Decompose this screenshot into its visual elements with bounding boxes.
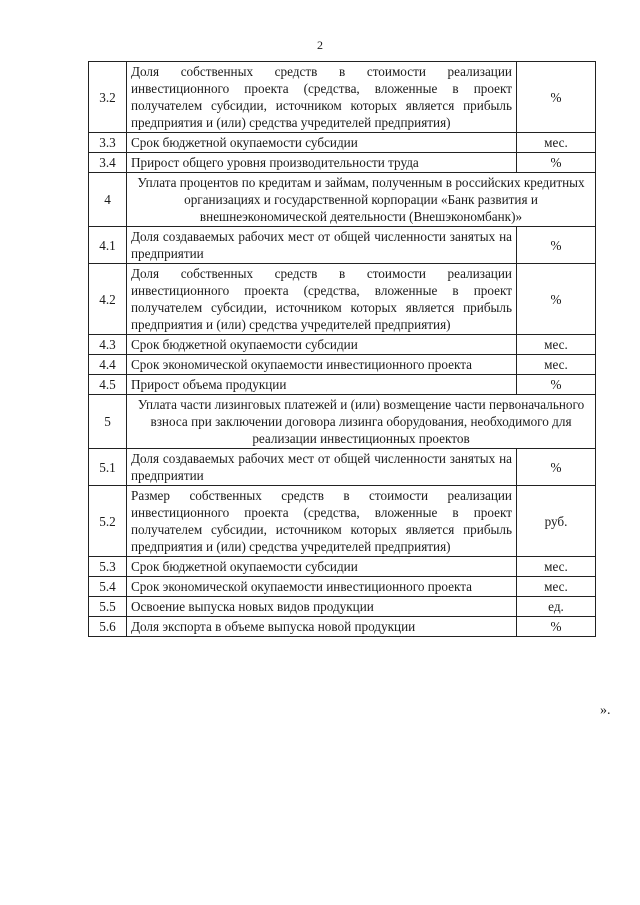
closing-quote-mark: ». <box>600 703 611 718</box>
table-row <box>89 335 596 355</box>
indicator-name-cell: Прирост объема продукции <box>127 375 517 395</box>
unit-cell: мес. <box>517 577 596 597</box>
row-number-cell: 5.3 <box>89 557 127 577</box>
unit-cell: % <box>517 264 596 335</box>
unit-cell: % <box>517 449 596 486</box>
section-heading-row <box>89 395 596 449</box>
unit-cell: мес. <box>517 355 596 375</box>
unit-cell: % <box>517 62 596 133</box>
unit-cell: мес. <box>517 557 596 577</box>
row-number-cell: 4.4 <box>89 355 127 375</box>
row-number-cell: 5.4 <box>89 577 127 597</box>
indicator-name-cell: Срок экономической окупаемости инвестиционного проекта <box>127 355 517 375</box>
row-number-cell: 3.2 <box>89 62 127 133</box>
table-row <box>89 486 596 557</box>
indicator-name-cell: Прирост общего уровня производительности труда <box>127 153 517 173</box>
indicator-name-cell: Освоение выпуска новых видов продукции <box>127 597 517 617</box>
table-body <box>89 62 596 637</box>
table-row <box>89 355 596 375</box>
indicator-name-cell: Доля экспорта в объеме выпуска новой продукции <box>127 617 517 637</box>
section-heading-cell: Уплата процентов по кредитам и займам, полученным в российских кредитных организациях и государственной корпорации «Банк развития и внешнеэкономической деятельности (Внешэкономбанк)» <box>127 173 596 227</box>
page-number: 2 <box>317 38 323 52</box>
section-heading-row <box>89 173 596 227</box>
unit-cell: % <box>517 227 596 264</box>
row-number-cell: 5 <box>89 395 127 449</box>
row-number-cell: 4.1 <box>89 227 127 264</box>
indicators-table <box>88 61 596 637</box>
indicator-name-cell: Срок бюджетной окупаемости субсидии <box>127 557 517 577</box>
row-number-cell: 4 <box>89 173 127 227</box>
row-number-cell: 3.4 <box>89 153 127 173</box>
unit-cell: % <box>517 375 596 395</box>
table-row <box>89 62 596 133</box>
table-row <box>89 375 596 395</box>
row-number-cell: 5.2 <box>89 486 127 557</box>
unit-cell: % <box>517 153 596 173</box>
table-row <box>89 153 596 173</box>
table-row <box>89 557 596 577</box>
row-number-cell: 4.3 <box>89 335 127 355</box>
row-number-cell: 4.2 <box>89 264 127 335</box>
indicator-name-cell: Доля собственных средств в стоимости реализации инвестиционного проекта (средства, вложенные в проект получателем субсидии, источником которых является прибыль предприятия и (или) средства учредителей предприятия) <box>127 62 517 133</box>
unit-cell: руб. <box>517 486 596 557</box>
row-number-cell: 5.5 <box>89 597 127 617</box>
row-number-cell: 5.1 <box>89 449 127 486</box>
unit-cell: ед. <box>517 597 596 617</box>
indicator-name-cell: Доля создаваемых рабочих мест от общей численности занятых на предприятии <box>127 449 517 486</box>
table-row <box>89 449 596 486</box>
row-number-cell: 4.5 <box>89 375 127 395</box>
indicator-name-cell: Срок бюджетной окупаемости субсидии <box>127 133 517 153</box>
indicator-name-cell: Доля собственных средств в стоимости реализации инвестиционного проекта (средства, вложенные в проект получателем субсидии, источником которых является прибыль предприятия и (или) средства учредителей предприятия) <box>127 264 517 335</box>
section-heading-cell: Уплата части лизинговых платежей и (или) возмещение части первоначального взноса при заключении договора лизинга оборудования, необходимого для реализации инвестиционных проектов <box>127 395 596 449</box>
indicator-name-cell: Доля создаваемых рабочих мест от общей численности занятых на предприятии <box>127 227 517 264</box>
row-number-cell: 5.6 <box>89 617 127 637</box>
unit-cell: мес. <box>517 133 596 153</box>
table-row <box>89 597 596 617</box>
table-row <box>89 227 596 264</box>
indicator-name-cell: Размер собственных средств в стоимости реализации инвестиционного проекта (средства, вложенные в проект получателем субсидии, источником которых является прибыль предприятия и (или) средства учредителей предприятия) <box>127 486 517 557</box>
table-row <box>89 617 596 637</box>
unit-cell: мес. <box>517 335 596 355</box>
row-number-cell: 3.3 <box>89 133 127 153</box>
unit-cell: % <box>517 617 596 637</box>
table-row <box>89 264 596 335</box>
indicator-name-cell: Срок бюджетной окупаемости субсидии <box>127 335 517 355</box>
table-row <box>89 577 596 597</box>
table-row <box>89 133 596 153</box>
indicator-name-cell: Срок экономической окупаемости инвестиционного проекта <box>127 577 517 597</box>
